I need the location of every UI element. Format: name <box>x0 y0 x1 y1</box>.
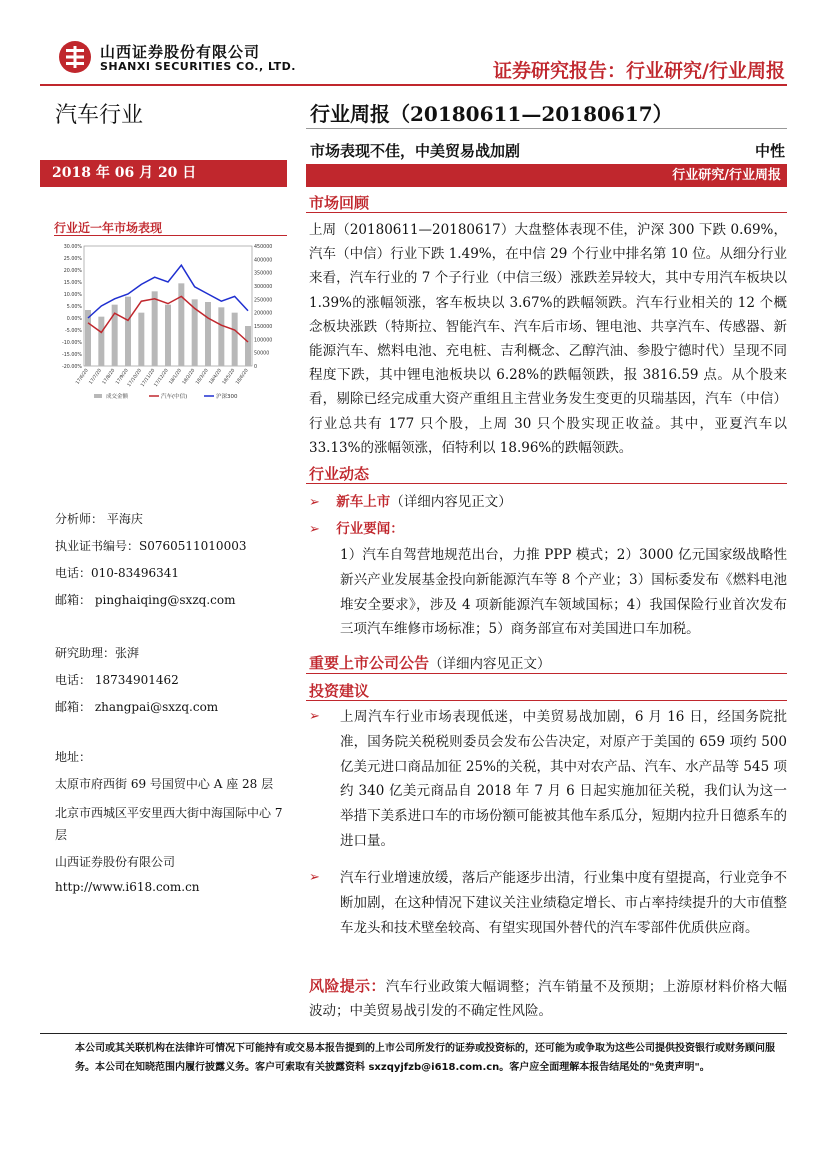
rating: 中性 <box>754 142 785 160</box>
volume-bar <box>152 291 158 366</box>
website-link[interactable]: http://www.i618.com.cn <box>55 880 200 894</box>
company-name-en: SHANXI SECURITIES CO., LTD. <box>100 60 296 73</box>
report-subtitle: 市场表现不佳，中美贸易战加剧 <box>310 142 521 160</box>
risk-text: 汽车行业政策大幅调整；汽车销量不及预期；上游原材料价格大幅波动；中美贸易战引发的不确定性风险。 <box>309 979 787 1020</box>
x-axis-tick-label: 18/1/20 <box>168 368 183 386</box>
volume-bar <box>138 313 144 366</box>
x-axis-tick-label: 18/4/20 <box>208 368 223 386</box>
analyst: 分析师： 平海庆 <box>55 512 143 526</box>
report-type: 证券研究报告：行业研究/行业周报 <box>493 60 785 82</box>
volume-bar <box>232 313 238 366</box>
x-axis-tick-label: 18/5/20 <box>222 368 237 386</box>
footer-divider <box>40 1033 787 1034</box>
assistant: 研究助理：张湃 <box>55 646 140 660</box>
right-axis-tick-label: 450000 <box>254 245 273 250</box>
x-axis-tick-label: 18/3/20 <box>195 368 210 386</box>
x-axis-tick-label: 17/7/20 <box>88 368 103 386</box>
volume-bar <box>85 310 91 366</box>
left-axis-tick-label: -10.00% <box>61 341 82 346</box>
arrow-bullet-icon: ➢ <box>309 870 320 885</box>
section-divider <box>306 700 787 701</box>
market-review-text: 上周（20180611—20180617）大盘整体表现不佳，沪深 300 下跌 0.69%，汽车（中信）行业下跌 1.49%，在中信 29 个行业中排名第 10 位。从细分行业来看，汽车行业的 7 个子行业（中信三级）涨跌差异较大，其中专用汽车板块以 1.39%的涨幅领涨，客车板块以 3.67%的跌幅领跌。汽车行业相关的 12 个概念板块涨跌（特斯拉、智能汽车、汽车后市场、锂电池、共享汽车、传感器、新能源汽车、燃料电池、充电桩、吉利概念、乙醇汽油、参股宁德时代）呈现不同程度下跌，其中锂电池板块以 6.28%的跌幅领跌，报 3816.59 点。从个股来看，剔除已经完成重大资产重组且主营业务发生变更的贝瑞基因，汽车（中信）行业总共有 177 只个股，上周 30 只个股实现正收益。其中，亚夏汽车以 33.13%的涨幅领涨，佰特利以 18.96%的跌幅领跌。 <box>309 222 787 456</box>
section-divider <box>306 483 787 484</box>
arrow-bullet-icon: ➢ <box>309 709 320 724</box>
chart-title-divider <box>54 235 287 236</box>
x-axis-tick-label: 17/9/20 <box>115 368 130 386</box>
x-axis-tick-label: 17/8/20 <box>102 368 117 386</box>
left-axis-tick-label: 30.00% <box>63 245 82 250</box>
industry-news-text: 1）汽车自驾营地规范出台，力推 PPP 模式；2）3000 亿元国家级战略性新兴产业发展基金投向新能源汽车等 8 个产业；3）国标委发布《燃料电池堆安全要求》，涉及 4 项新能源汽车领域国标；4）我国保险行业首次发布三项汽车维修市场标准；5）商务部宣布对美国进口车加税。 <box>340 547 787 638</box>
right-axis-tick-label: 300000 <box>254 285 273 290</box>
address-beijing: 北京市西城区平安里西大街中海国际中心 7 层 <box>55 806 283 842</box>
section-advice-heading: 投资建议 <box>309 682 370 700</box>
volume-bar <box>245 326 251 366</box>
company-name: 山西证券股份有限公司 <box>55 855 176 869</box>
x-axis-tick-label: 17/12/20 <box>153 368 170 389</box>
new-car-bullet <box>309 490 512 510</box>
industry-news-bullet <box>309 517 404 537</box>
volume-bar <box>218 307 224 366</box>
legend-label: 成交金额 <box>106 394 129 400</box>
risk-paragraph <box>309 974 787 1023</box>
report-title: 行业周报（20180611—20180617） <box>310 102 673 126</box>
left-axis-tick-label: 10.00% <box>63 293 82 298</box>
left-axis-tick-label: -5.00% <box>65 329 82 334</box>
legend-swatch <box>94 394 102 398</box>
right-axis-tick-label: 200000 <box>254 311 273 317</box>
advice-text-2: 汽车行业增速放缓，落后产能逐步出清，行业集中度有望提高，行业竞争不断加剧，在这种情况下建议关注业绩稳定增长、市占率持续提升的大市值整车龙头和技术壁垒较高、有望实现国外替代的汽车零部件优质供应商。 <box>340 870 787 936</box>
legend-label: 汽车(中信) <box>161 394 188 400</box>
title-divider <box>306 128 787 129</box>
disclaimer: 本公司或其关联机构在法律许可情况下可能持有或交易本报告提到的上市公司所发行的证券或投资标的，还可能为或争取为这些公司提供投资银行或财务顾问服务。本公司在知晓范围内履行披露义务。客户可索取有关披露资料 sxzqyjfzb@i618.com.cn。客户应全面理解本报告结尾处的"免责声明"。 <box>75 1043 775 1073</box>
left-axis-tick-label: 25.00% <box>63 257 82 262</box>
section-announcements-heading: 重要上市公司公告 <box>309 654 430 672</box>
x-axis-tick-label: 18/2/20 <box>182 368 197 386</box>
right-axis-tick-label: 250000 <box>254 298 273 304</box>
new-car-note: （详细内容见正文） <box>390 494 512 510</box>
right-axis-tick-label: 150000 <box>254 325 273 330</box>
category-bar: 行业研究/行业周报 <box>306 164 787 187</box>
announcements-row <box>309 652 551 673</box>
cert-number: 执业证书编号：S0760511010003 <box>55 539 247 553</box>
volume-bar <box>205 302 211 366</box>
advice-bullet-2 <box>309 869 320 885</box>
section-divider <box>306 212 787 213</box>
advice-bullet-1 <box>309 708 320 724</box>
analyst-phone: 电话：010-83496341 <box>55 566 180 580</box>
right-axis-tick-label: 100000 <box>254 338 273 344</box>
left-axis-tick-label: -20.00% <box>61 365 82 370</box>
address-taiyuan: 太原市府西街 69 号国贸中心 A 座 28 层 <box>55 777 274 791</box>
new-car-label: 新车上市 <box>336 494 391 510</box>
x-axis-tick-label: 17/6/20 <box>75 368 90 386</box>
report-date: 2018 年 06 月 20 日 <box>40 160 287 187</box>
announcements-note: （详细内容见正文） <box>429 656 551 672</box>
left-axis-tick-label: 20.00% <box>63 269 82 274</box>
sector-title: 汽车行业 <box>55 103 144 128</box>
company-name-cn: 山西证券股份有限公司 <box>100 43 261 61</box>
section-market-heading: 市场回顾 <box>309 194 370 212</box>
left-axis-tick-label: -15.00% <box>61 353 82 358</box>
right-axis-tick-label: 350000 <box>254 271 273 277</box>
market-performance-chart <box>54 238 287 408</box>
risk-heading: 风险提示： <box>309 977 386 995</box>
right-axis-tick-label: 400000 <box>254 258 273 264</box>
company-logo <box>58 40 92 74</box>
volume-bar <box>125 297 131 366</box>
chart-title: 行业近一年市场表现 <box>54 221 163 235</box>
arrow-bullet-icon: ➢ <box>309 495 320 510</box>
address-label: 地址： <box>55 750 92 764</box>
right-axis-tick-label: 50000 <box>254 351 270 357</box>
section-divider <box>306 673 787 674</box>
advice-text-1: 上周汽车行业市场表现低迷，中美贸易战加剧，6 月 16 日，经国务院批准，国务院关税税则委员会发布公告决定，对原产于美国的 659 项约 500 亿美元进口商品加征 25%的关税，其中对农产品、汽车、水产品等 545 项约 340 亿美元商品自 2018 年 7 月 6 日起实施加征关税，我们认为这一举措下美系进口车的市场份额可能被其他车系瓜分，短期内拉升日德系车的进口量。 <box>340 709 787 849</box>
assistant-phone: 电话： 18734901462 <box>55 673 179 687</box>
assistant-email[interactable]: 邮箱： zhangpai@sxzq.com <box>55 700 219 714</box>
left-axis-tick-label: 5.00% <box>66 305 82 310</box>
volume-bar <box>98 317 104 366</box>
x-axis-tick-label: 17/11/20 <box>140 368 157 389</box>
industry-news-label: 行业要闻： <box>336 521 404 537</box>
legend-label: 沪深300 <box>216 394 238 400</box>
left-axis-tick-label: 15.00% <box>63 281 82 286</box>
left-axis-tick-label: 0.00% <box>66 317 82 322</box>
x-axis-tick-label: 18/6/20 <box>235 368 250 386</box>
header-divider <box>40 84 787 86</box>
arrow-bullet-icon: ➢ <box>309 522 320 537</box>
section-dynamics-heading: 行业动态 <box>309 465 370 483</box>
volume-bar <box>165 305 171 366</box>
right-axis-tick-label: 0 <box>254 365 258 370</box>
analyst-email[interactable]: 邮箱： pinghaiqing@sxzq.com <box>55 593 236 607</box>
x-axis-tick-label: 17/10/20 <box>127 368 143 389</box>
